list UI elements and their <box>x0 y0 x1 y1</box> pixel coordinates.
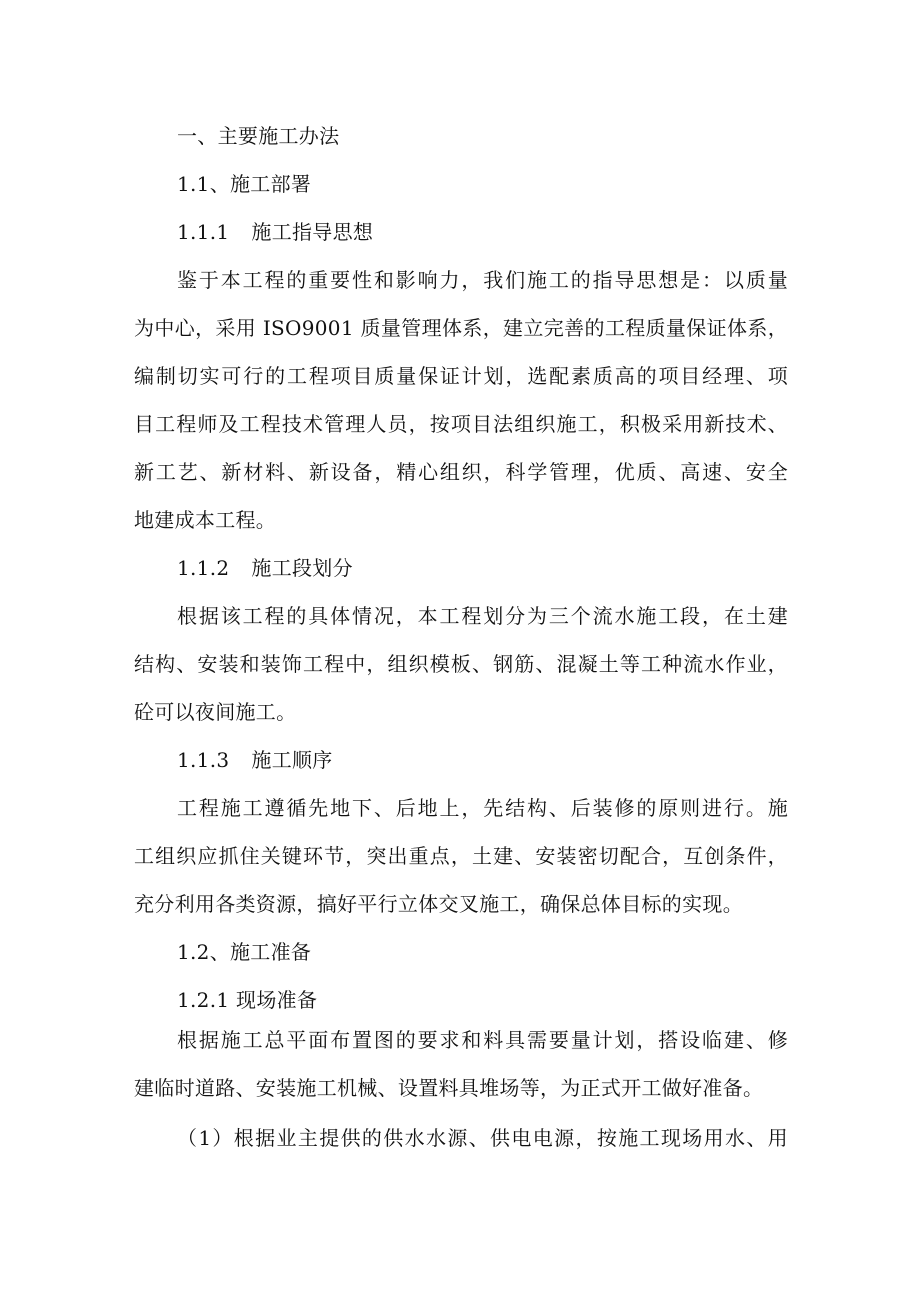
heading-title: 施工段划分 <box>251 556 353 580</box>
section-heading-1-1-2 <box>177 556 353 580</box>
heading-number: 1.1.2 <box>177 556 230 580</box>
paragraph-line: 编制切实可行的工程项目质量保证计划，选配素质高的项目经理、项 <box>134 364 788 388</box>
heading-title: 施工指导思想 <box>251 220 374 244</box>
paragraph-line: 根据该工程的具体情况，本工程划分为三个流水施工段，在土建 <box>177 604 788 628</box>
paragraph-line: 砼可以夜间施工。 <box>134 700 297 724</box>
paragraph-line: 根据施工总平面布置图的要求和料具需要量计划，搭设临建、修 <box>177 1028 788 1052</box>
section-heading-1-2-1: 1.2.1 现场准备 <box>177 988 318 1012</box>
paragraph-line: 新工艺、新材料、新设备，精心组织，科学管理，优质、高速、安全 <box>134 460 788 484</box>
paragraph-line: 目工程师及工程技术管理人员，按项目法组织施工，积极采用新技术、 <box>134 412 788 436</box>
section-heading-1: 一、主要施工办法 <box>177 124 340 148</box>
heading-title: 施工顺序 <box>251 748 333 772</box>
heading-number: 1.1.1 <box>177 220 230 244</box>
section-heading-1-2: 1.2、施工准备 <box>177 940 312 964</box>
section-heading-1-1-1 <box>177 220 373 244</box>
paragraph-line: 地建成本工程。 <box>134 508 277 532</box>
paragraph-line: 鉴于本工程的重要性和影响力，我们施工的指导思想是：以质量 <box>177 268 788 292</box>
paragraph-line: 充分利用各类资源，搞好平行立体交叉施工，确保总体目标的实现。 <box>134 892 743 916</box>
paragraph-line: 建临时道路、安装施工机械、设置料具堆场等，为正式开工做好准备。 <box>134 1076 764 1100</box>
paragraph-line: 结构、安装和装饰工程中，组织模板、钢筋、混凝土等工种流水作业， <box>134 652 788 676</box>
paragraph-line: 工组织应抓住关键环节，突出重点，土建、安装密切配合，互创条件， <box>134 844 788 868</box>
paragraph-line: 为中心，采用 ISO9001 质量管理体系，建立完善的工程质量保证体系， <box>134 316 788 340</box>
list-item-1: （1）根据业主提供的供水水源、供电电源，按施工现场用水、用 <box>177 1126 788 1150</box>
heading-number: 1.1.3 <box>177 748 230 772</box>
section-heading-1-1-3 <box>177 748 333 772</box>
section-heading-1-1: 1.1、施工部署 <box>177 172 312 196</box>
paragraph-line: 工程施工遵循先地下、后地上，先结构、后装修的原则进行。施 <box>177 796 788 820</box>
